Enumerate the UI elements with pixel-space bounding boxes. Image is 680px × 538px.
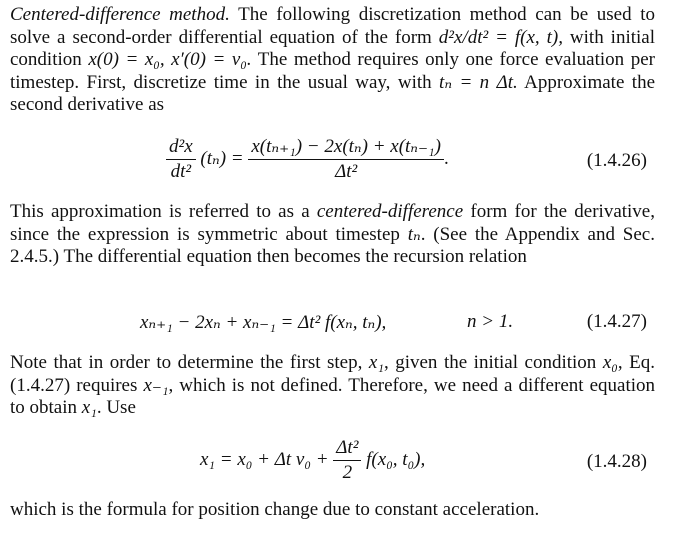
text-segment: , which is not defined. Therefore, we need a different equation to obtain <box>10 374 655 418</box>
text-segment: Note that in order to determine the first step, <box>10 352 369 373</box>
inline-math-x0: x₀ <box>602 352 618 373</box>
inline-math-x1: x₁ <box>368 352 384 373</box>
text-segment: The method requires only one force evaluation per timestep. First, discretize time in the usual way, with <box>10 49 655 93</box>
equation-number: (1.4.26) <box>586 150 647 171</box>
equation-period: . <box>443 147 449 169</box>
rhs-fraction <box>248 136 444 183</box>
inline-math-tn: tₙ = n Δt. <box>439 71 518 93</box>
lhs-numerator: d²x <box>166 136 196 160</box>
recursion-condition: n > 1. <box>467 311 514 332</box>
lhs-argument: (tₙ) = <box>200 147 244 169</box>
section-lead: Centered-difference method. <box>10 4 230 25</box>
equation-number: (1.4.27) <box>586 311 647 332</box>
equation-1-4-28 <box>10 437 655 487</box>
text-segment: , given the initial condition <box>383 352 603 373</box>
inline-math-x-minus-1: x₋₁ <box>143 374 169 396</box>
text-segment: which is the formula for position change due to constant acceleration. <box>10 499 540 520</box>
text-segment: . Use <box>96 397 136 418</box>
first-step-rhs: f(x₀, t₀), <box>366 448 426 470</box>
paragraph-centered-difference <box>10 201 655 269</box>
lhs-denominator: dt² <box>170 161 192 182</box>
paragraph-conclusion <box>10 499 655 522</box>
rhs-numerator: x(tₙ₊₁) − 2x(tₙ) + x(tₙ₋₁) <box>248 136 444 160</box>
paragraph-first-step <box>10 352 655 420</box>
text-segment: with initial condition <box>10 26 655 70</box>
first-step-lhs: x₁ = x₀ + Δt v₀ + <box>200 448 329 470</box>
text-segment: , Eq. (1.4.27) requires <box>10 352 655 396</box>
rhs-denominator: Δt² <box>335 161 358 182</box>
paragraph-intro <box>10 4 655 117</box>
text-segment: form for the derivative, since the expression is symmetric about timestep <box>10 201 655 245</box>
inline-math-tn: tₙ <box>407 223 421 245</box>
inline-math-ode: d²x/dt² = f(x, t), <box>438 26 563 48</box>
text-segment: Approximate the second derivative as <box>10 71 656 115</box>
lhs-fraction <box>166 136 196 183</box>
inline-math-initial-condition: x(0) = x₀, x′(0) = v₀. <box>88 49 252 70</box>
fraction-denominator: 2 <box>342 462 353 483</box>
recursion-relation: xₙ₊₁ − 2xₙ + xₙ₋₁ = Δt² f(xₙ, tₙ), <box>140 312 387 333</box>
equation-1-4-26 <box>10 136 655 188</box>
text-segment: . (See the Appendix and Sec. 2.4.5.) The differential equation then becomes the recursion relation <box>10 223 655 267</box>
fraction-numerator: Δt² <box>333 437 361 461</box>
equation-1-4-27 <box>10 311 655 337</box>
half-dt-squared-fraction <box>333 437 361 484</box>
equation-number: (1.4.28) <box>586 451 647 472</box>
term-centered-difference: centered-difference <box>316 201 464 222</box>
text-segment: The following discretization method can be used to solve a second-order differential equation of the form <box>10 4 655 48</box>
text-segment: This approximation is referred to as a <box>10 201 317 222</box>
inline-math-x1: x₁ <box>81 397 97 418</box>
